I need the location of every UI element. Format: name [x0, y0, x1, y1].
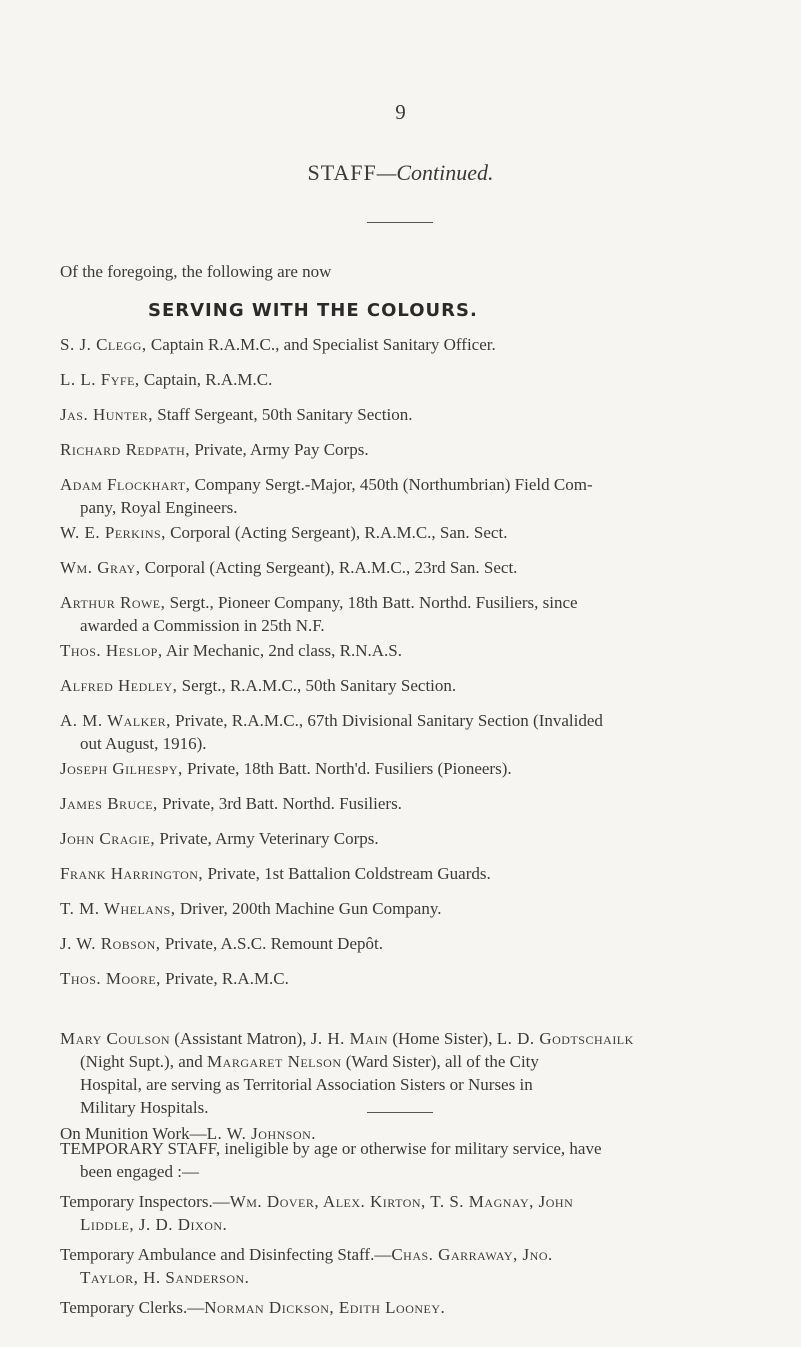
temporary-text: been engaged :—	[80, 1162, 199, 1181]
staff-name: James Bruce,	[60, 794, 158, 813]
staff-role: Sergt., R.A.M.C., 50th Sanitary Section.	[177, 676, 457, 695]
staff-role: Private, Army Pay Corps.	[190, 440, 369, 459]
temporary-text: ineligible by age or otherwise for military service, have	[220, 1139, 602, 1158]
nurse-text: Hospital, are serving as Territorial Association Sisters or Nurses in	[80, 1075, 533, 1094]
staff-name: Adam Flockhart,	[60, 475, 191, 494]
staff-role: Air Mechanic, 2nd class, R.N.A.S.	[162, 641, 402, 660]
staff-name: Arthur Rowe,	[60, 593, 166, 612]
ambulance-label: Temporary Ambulance and Disinfecting Staff.—	[60, 1245, 392, 1264]
staff-name: Frank Harrington,	[60, 864, 204, 883]
staff-role: Private, A.S.C. Remount Depôt.	[160, 934, 383, 953]
staff-role: Private, Army Veterinary Corps.	[155, 829, 379, 848]
ambulance-names: Taylor, H. Sanderson.	[80, 1268, 250, 1287]
staff-name: John Cragie,	[60, 829, 156, 848]
staff-name: Wm. Gray,	[60, 558, 141, 577]
staff-name: Alfred Hedley,	[60, 676, 178, 695]
section-title: SERVING WITH THE COLOURS.	[148, 300, 478, 321]
clerks-names: Norman Dickson, Edith Looney.	[204, 1298, 446, 1317]
staff-entry	[60, 827, 760, 850]
staff-name: Thos. Moore,	[60, 969, 161, 988]
staff-entry	[60, 932, 760, 955]
staff-name: L. L. Fyfe,	[60, 370, 140, 389]
nurse-role: (Home Sister),	[388, 1029, 497, 1048]
staff-entry	[60, 438, 760, 461]
nurse-role: (Ward Sister), all of the City	[341, 1052, 539, 1071]
staff-name: Jas. Hunter,	[60, 405, 153, 424]
nurse-role: (Assistant Matron),	[170, 1029, 311, 1048]
temporary-ambulance	[60, 1243, 750, 1289]
staff-role: Corporal (Acting Sergeant), R.A.M.C., 23rd San. Sect.	[140, 558, 518, 577]
staff-entry	[60, 862, 760, 885]
staff-role-continued: pany, Royal Engineers.	[80, 498, 238, 517]
staff-entry	[60, 333, 760, 356]
staff-entry	[60, 556, 760, 579]
staff-name: Thos. Heslop,	[60, 641, 163, 660]
inspectors-names: Liddle, J. D. Dixon.	[80, 1215, 228, 1234]
nurse-name: Mary Coulson	[60, 1029, 171, 1048]
staff-entry	[60, 757, 760, 780]
staff-name: Joseph Gilhespy,	[60, 759, 183, 778]
staff-role: Staff Sergeant, 50th Sanitary Section.	[152, 405, 413, 424]
staff-role: Sergt., Pioneer Company, 18th Batt. Northd. Fusiliers, since	[165, 593, 578, 612]
temporary-staff-intro	[60, 1137, 750, 1183]
nurse-name: J. H. Main	[310, 1029, 389, 1048]
munition-label: On Munition Work—	[60, 1124, 207, 1143]
munition-name: L. W. Johnson.	[206, 1124, 317, 1143]
staff-name: S. J. Clegg,	[60, 335, 147, 354]
staff-role: Private, 18th Batt. North'd. Fusiliers (Pioneers).	[182, 759, 512, 778]
staff-role: Captain R.A.M.C., and Specialist Sanitary Officer.	[146, 335, 496, 354]
staff-role: Private, R.A.M.C., 67th Divisional Sanitary Section (Invalided	[170, 711, 603, 730]
inspectors-label: Temporary Inspectors.—	[60, 1192, 230, 1211]
staff-entry	[60, 967, 760, 990]
temporary-clerks	[60, 1296, 750, 1319]
staff-role: Corporal (Acting Sergeant), R.A.M.C., San. Sect.	[165, 523, 508, 542]
staff-name: A. M. Walker,	[60, 711, 171, 730]
staff-name: J. W. Robson,	[60, 934, 161, 953]
staff-entry	[60, 368, 760, 391]
intro-text: Of the foregoing, the following are now	[60, 262, 332, 281]
staff-name: Richard Redpath,	[60, 440, 191, 459]
staff-entry	[60, 674, 760, 697]
nurse-name: L. D. Godtschailk	[496, 1029, 634, 1048]
nurses-entry	[60, 1027, 760, 1119]
staff-entry	[60, 591, 760, 637]
heading-continued: —Continued.	[376, 160, 494, 185]
inspectors-names: Wm. Dover, Alex. Kirton, T. S. Magnay, John	[229, 1192, 574, 1211]
staff-entry	[60, 709, 760, 755]
staff-entry	[60, 792, 760, 815]
staff-entry	[60, 403, 760, 426]
staff-role: Private, 1st Battalion Coldstream Guards.	[203, 864, 491, 883]
page-title	[0, 160, 801, 186]
staff-entry	[60, 521, 760, 544]
nurse-text: Military Hospitals.	[80, 1098, 209, 1117]
staff-role: Company Sergt.-Major, 450th (Northumbrian) Field Com-	[190, 475, 593, 494]
nurse-role: (Night Supt.), and	[80, 1052, 208, 1071]
nurse-name: Margaret Nelson	[207, 1052, 342, 1071]
staff-entry	[60, 639, 760, 662]
ambulance-names: Chas. Garraway, Jno.	[391, 1245, 553, 1264]
staff-role-continued: awarded a Commission in 25th N.F.	[80, 616, 325, 635]
divider-top	[367, 222, 433, 223]
clerks-label: Temporary Clerks.—	[60, 1298, 205, 1317]
staff-role-continued: out August, 1916).	[80, 734, 207, 753]
staff-role: Driver, 200th Machine Gun Company.	[175, 899, 442, 918]
page-number: 9	[395, 100, 406, 124]
staff-name: W. E. Perkins,	[60, 523, 166, 542]
heading-main: STAFF	[307, 160, 377, 185]
staff-role: Private, 3rd Batt. Northd. Fusiliers.	[157, 794, 402, 813]
staff-entry	[60, 897, 760, 920]
divider-middle	[367, 1112, 433, 1113]
staff-name: T. M. Whelans,	[60, 899, 176, 918]
temporary-inspectors	[60, 1190, 750, 1236]
staff-role: Private, R.A.M.C.	[160, 969, 289, 988]
temporary-title: TEMPORARY STAFF,	[60, 1139, 221, 1158]
staff-role: Captain, R.A.M.C.	[139, 370, 273, 389]
staff-entry	[60, 473, 760, 519]
